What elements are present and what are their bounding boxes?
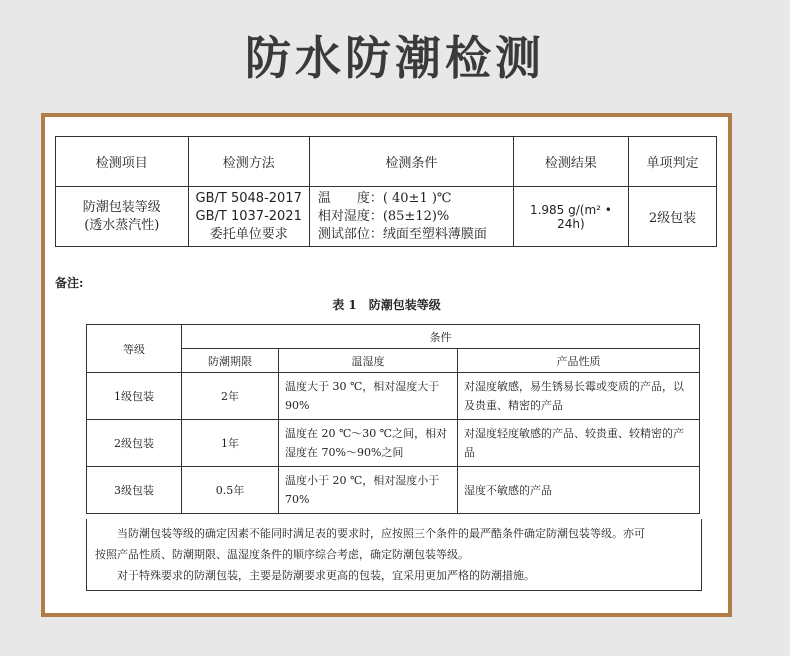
header-judgement: 单项判定 <box>628 137 716 187</box>
footnote-line-2: 按照产品性质、防潮期限、温湿度条件的顺序综合考虑，确定防潮包装等级。 <box>95 548 469 561</box>
product-nature-cell: 对湿度敏感，易生锈易长霉或变质的产品，以及贵重、精密的产品 <box>458 373 700 420</box>
judgement-cell: 2级包装 <box>628 187 716 247</box>
period-cell: 1年 <box>182 420 279 467</box>
period-cell: 2年 <box>182 373 279 420</box>
grade-table-footnote <box>86 519 702 591</box>
result-table-header-row <box>56 137 717 187</box>
grade-table <box>86 324 700 514</box>
header-period: 防潮期限 <box>182 349 279 373</box>
grade-cell: 3级包装 <box>87 467 182 514</box>
footnote-line-1: 当防潮包装等级的确定因素不能同时满足表的要求时，应按照三个条件的最严酷条件确定防潮包装等级。亦可 <box>117 527 645 540</box>
header-temp-humidity: 温湿度 <box>279 349 458 373</box>
header-product-nature: 产品性质 <box>458 349 700 373</box>
method-line-2: GB/T 1037-2021 <box>195 208 302 224</box>
test-item-line1: 防潮包装等级 <box>82 199 161 215</box>
header-test-method: 检测方法 <box>188 137 309 187</box>
grade-table-caption: 表 1 防潮包装等级 <box>332 298 441 312</box>
product-nature-cell: 对湿度轻度敏感的产品、较贵重、较精密的产品 <box>458 420 700 467</box>
footnote-line-3: 对于特殊要求的防潮包装，主要是防潮要求更高的包装，宜采用更加严格的防潮措施。 <box>117 569 535 582</box>
temp-humidity-cell: 温度大于 30 ℃，相对湿度大于 90% <box>279 373 458 420</box>
result-table-row <box>56 187 717 247</box>
condition-line-1: 温 度：( 40±1 )℃ <box>317 190 452 206</box>
result-table <box>55 136 717 247</box>
product-nature-cell: 湿度不敏感的产品 <box>458 467 700 514</box>
grade-row <box>87 467 700 514</box>
grade-row <box>87 420 700 467</box>
note-label: 备注: <box>55 276 84 290</box>
header-test-item: 检测项目 <box>56 137 189 187</box>
header-test-result: 检测结果 <box>513 137 628 187</box>
condition-line-3: 测试部位：绒面至塑料薄膜面 <box>317 226 487 242</box>
test-item-line2: (透水蒸汽性) <box>84 217 160 233</box>
header-conditions: 条件 <box>182 325 700 349</box>
test-result-cell: 1.985 g/(m² • 24h) <box>513 187 628 247</box>
grade-cell: 1级包装 <box>87 373 182 420</box>
header-test-conditions: 检测条件 <box>309 137 513 187</box>
test-method-cell <box>188 187 309 247</box>
method-line-1: GB/T 5048-2017 <box>195 190 302 206</box>
page-title: 防水防潮检测 <box>245 31 545 85</box>
grade-row <box>87 373 700 420</box>
temp-humidity-cell: 温度小于 20 ℃，相对湿度小于 70% <box>279 467 458 514</box>
method-line-3: 委托单位要求 <box>209 226 288 242</box>
report-frame <box>41 113 732 617</box>
grade-cell: 2级包装 <box>87 420 182 467</box>
grade-table-header-row <box>87 325 700 349</box>
temp-humidity-cell: 温度在 20 ℃～30 ℃之间，相对湿度在 70%～90%之间 <box>279 420 458 467</box>
test-item-cell <box>56 187 189 247</box>
header-grade: 等级 <box>87 325 182 373</box>
period-cell: 0.5年 <box>182 467 279 514</box>
test-conditions-cell <box>309 187 513 247</box>
condition-line-2: 相对湿度：(85±12)% <box>317 208 450 224</box>
